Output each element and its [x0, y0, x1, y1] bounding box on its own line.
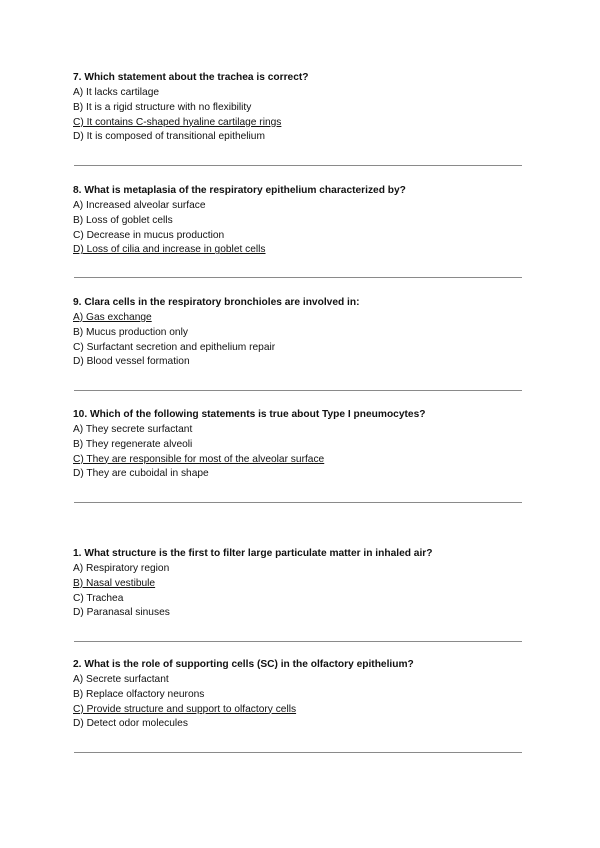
option-a: A) It lacks cartilage	[73, 87, 160, 98]
question-block-1	[73, 547, 533, 621]
question-block-9	[73, 296, 533, 370]
option-b: B) They regenerate alveoli	[73, 438, 193, 450]
option-c: C) Trachea	[73, 592, 124, 604]
option-a: A) Increased alveolar surface	[73, 200, 206, 211]
question-block-8	[73, 184, 533, 258]
option-c: C) Surfactant secretion and epithelium repair	[73, 341, 276, 353]
option-b: B) Replace olfactory neurons	[73, 688, 205, 700]
option-d: D) Blood vessel formation	[73, 356, 190, 368]
option-d: D) It is composed of transitional epithelium	[73, 131, 265, 143]
question-block-10	[73, 408, 533, 482]
question-block-7	[73, 71, 533, 145]
question-title: 7. Which statement about the trachea is correct?	[73, 72, 309, 83]
option-d: D) Detect odor molecules	[73, 718, 188, 730]
question-title: 1. What structure is the first to filter large particulate matter in inhaled air?	[73, 548, 433, 559]
answer-line	[74, 752, 522, 753]
answer-line	[74, 502, 522, 503]
option-a: A) Secrete surfactant	[73, 674, 169, 685]
question-title: 8. What is metaplasia of the respiratory epithelium characterized by?	[73, 185, 406, 196]
answer-line	[74, 641, 522, 642]
question-block-2	[73, 658, 533, 732]
answer-line	[74, 277, 522, 278]
option-d: D) They are cuboidal in shape	[73, 468, 209, 480]
option-c-correct: C) They are responsible for most of the alveolar surface	[73, 453, 325, 465]
option-b: B) It is a rigid structure with no flexibility	[73, 101, 252, 113]
option-d-correct: D) Loss of cilia and increase in goblet cells	[73, 244, 266, 256]
option-b: B) Loss of goblet cells	[73, 214, 173, 226]
option-b: B) Mucus production only	[73, 326, 188, 338]
option-a: A) Respiratory region	[73, 563, 170, 574]
option-d: D) Paranasal sinuses	[73, 607, 170, 619]
option-a: A) They secrete surfactant	[73, 424, 193, 435]
answer-line	[74, 390, 522, 391]
option-b-correct: B) Nasal vestibule	[73, 577, 156, 589]
question-title: 2. What is the role of supporting cells (SC) in the olfactory epithelium?	[73, 659, 414, 670]
question-title: 10. Which of the following statements is true about Type I pneumocytes?	[73, 409, 426, 420]
option-c-correct: C) Provide structure and support to olfactory cells	[73, 703, 297, 715]
option-c: C) Decrease in mucus production	[73, 229, 225, 241]
answer-line	[74, 165, 522, 166]
option-a-correct: A) Gas exchange	[73, 312, 152, 323]
option-c-correct: C) It contains C-shaped hyaline cartilage rings	[73, 116, 282, 128]
question-title: 9. Clara cells in the respiratory bronchioles are involved in:	[73, 297, 360, 308]
